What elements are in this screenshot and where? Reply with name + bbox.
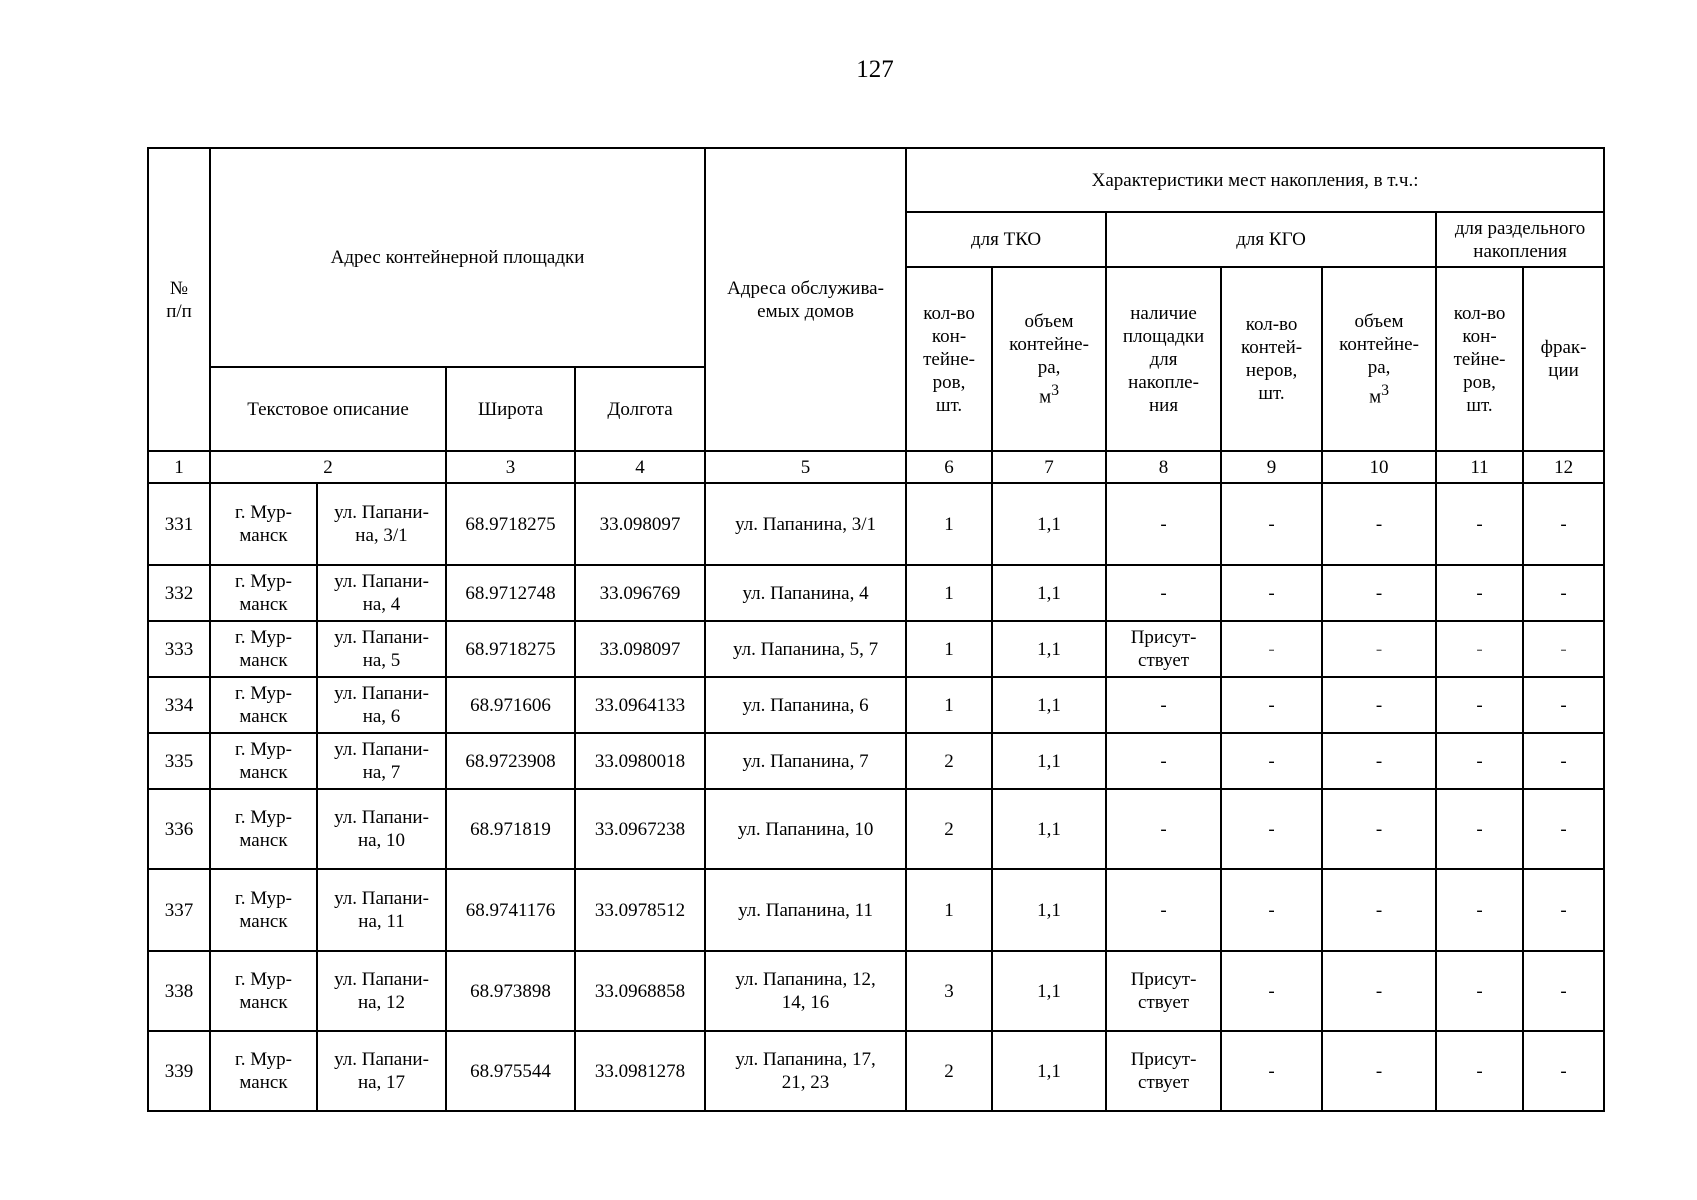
table-row — [148, 565, 1604, 621]
served-houses-cell: ул. Папанина, 12, 14, 16 — [705, 951, 906, 1031]
row-number: 331 — [148, 483, 210, 565]
longitude-cell: 33.098097 — [575, 621, 705, 677]
latitude-cell: 68.9718275 — [446, 621, 575, 677]
tko-volume-cell: 1,1 — [992, 733, 1106, 789]
kgo-count-cell: - — [1221, 869, 1322, 951]
latitude-cell: 68.9712748 — [446, 565, 575, 621]
tko-volume-cell: 1,1 — [992, 677, 1106, 733]
kgo-volume-cell: - — [1322, 621, 1436, 677]
tko-count-cell: 2 — [906, 1031, 992, 1111]
column-number: 9 — [1221, 451, 1322, 483]
served-houses-cell: ул. Папанина, 3/1 — [705, 483, 906, 565]
table-row — [148, 789, 1604, 869]
header-kgo-count: кол-во контей- неров, шт. — [1221, 267, 1322, 451]
separate-fractions-cell: - — [1523, 483, 1604, 565]
street-cell: ул. Папани- на, 4 — [317, 565, 446, 621]
table-row — [148, 951, 1604, 1031]
served-houses-cell: ул. Папанина, 5, 7 — [705, 621, 906, 677]
header-separate-collection: для раздельного накопления — [1436, 212, 1604, 267]
street-cell: ул. Папани- на, 10 — [317, 789, 446, 869]
header-characteristics: Характеристики мест накопления, в т.ч.: — [906, 148, 1604, 212]
header-separate-fractions: фрак- ции — [1523, 267, 1604, 451]
row-number: 336 — [148, 789, 210, 869]
street-cell: ул. Папани- на, 7 — [317, 733, 446, 789]
separate-count-cell: - — [1436, 483, 1523, 565]
kgo-count-cell: - — [1221, 621, 1322, 677]
tko-volume-cell: 1,1 — [992, 483, 1106, 565]
separate-fractions-cell: - — [1523, 621, 1604, 677]
separate-fractions-cell: - — [1523, 951, 1604, 1031]
longitude-cell: 33.0978512 — [575, 869, 705, 951]
page-number: 127 — [856, 56, 894, 83]
latitude-cell: 68.9741176 — [446, 869, 575, 951]
kgo-volume-cell: - — [1322, 951, 1436, 1031]
kgo-count-cell: - — [1221, 789, 1322, 869]
table-header — [148, 148, 1604, 483]
column-number: 11 — [1436, 451, 1523, 483]
kgo-site-cell: - — [1106, 733, 1221, 789]
street-cell: ул. Папани- на, 12 — [317, 951, 446, 1031]
kgo-count-cell: - — [1221, 951, 1322, 1031]
separate-count-cell: - — [1436, 565, 1523, 621]
column-number: 12 — [1523, 451, 1604, 483]
column-number: 3 — [446, 451, 575, 483]
tko-volume-cell: 1,1 — [992, 621, 1106, 677]
table-row — [148, 621, 1604, 677]
kgo-site-cell: Присут- ствует — [1106, 621, 1221, 677]
kgo-count-cell: - — [1221, 677, 1322, 733]
column-number: 7 — [992, 451, 1106, 483]
separate-count-cell: - — [1436, 869, 1523, 951]
separate-fractions-cell: - — [1523, 565, 1604, 621]
kgo-site-cell: - — [1106, 869, 1221, 951]
longitude-cell: 33.0968858 — [575, 951, 705, 1031]
row-number: 334 — [148, 677, 210, 733]
latitude-cell: 68.975544 — [446, 1031, 575, 1111]
header-container-site-address: Адрес контейнерной площадки — [210, 148, 705, 367]
street-cell: ул. Папани- на, 11 — [317, 869, 446, 951]
latitude-cell: 68.9723908 — [446, 733, 575, 789]
header-tko-volume: объем контейне- ра, $м^3$ — [992, 267, 1106, 451]
city-cell: г. Мур- манск — [210, 565, 317, 621]
city-cell: г. Мур- манск — [210, 951, 317, 1031]
separate-count-cell: - — [1436, 789, 1523, 869]
table-body — [148, 483, 1604, 1111]
column-number: 1 — [148, 451, 210, 483]
kgo-site-cell: - — [1106, 483, 1221, 565]
tko-count-cell: 1 — [906, 565, 992, 621]
tko-count-cell: 2 — [906, 789, 992, 869]
latitude-cell: 68.9718275 — [446, 483, 575, 565]
latitude-cell: 68.973898 — [446, 951, 575, 1031]
tko-count-cell: 1 — [906, 869, 992, 951]
street-cell: ул. Папани- на, 3/1 — [317, 483, 446, 565]
city-cell: г. Мур- манск — [210, 869, 317, 951]
column-numbers-row — [148, 451, 1604, 483]
header-separate-count: кол-во кон- тейне- ров, шт. — [1436, 267, 1523, 451]
tko-volume-cell: 1,1 — [992, 565, 1106, 621]
header-longitude: Долгота — [575, 367, 705, 451]
header-text-description: Текстовое описание — [210, 367, 446, 451]
city-cell: г. Мур- манск — [210, 483, 317, 565]
column-number: 4 — [575, 451, 705, 483]
tko-volume-cell: 1,1 — [992, 1031, 1106, 1111]
separate-count-cell: - — [1436, 1031, 1523, 1111]
city-cell: г. Мур- манск — [210, 621, 317, 677]
longitude-cell: 33.0981278 — [575, 1031, 705, 1111]
container-sites-table — [147, 147, 1605, 1112]
tko-count-cell: 3 — [906, 951, 992, 1031]
kgo-volume-cell: - — [1322, 677, 1436, 733]
kgo-site-cell: - — [1106, 789, 1221, 869]
served-houses-cell: ул. Папанина, 7 — [705, 733, 906, 789]
header-kgo-volume: объем контейне- ра, $м^3$ — [1322, 267, 1436, 451]
street-cell: ул. Папани- на, 5 — [317, 621, 446, 677]
header-kgo-site: наличие площадки для накопле- ния — [1106, 267, 1221, 451]
city-cell: г. Мур- манск — [210, 733, 317, 789]
separate-fractions-cell: - — [1523, 677, 1604, 733]
kgo-volume-cell: - — [1322, 733, 1436, 789]
row-number: 335 — [148, 733, 210, 789]
tko-count-cell: 1 — [906, 621, 992, 677]
tko-count-cell: 2 — [906, 733, 992, 789]
tko-volume-cell: 1,1 — [992, 789, 1106, 869]
row-number: 339 — [148, 1031, 210, 1111]
tko-volume-cell: 1,1 — [992, 951, 1106, 1031]
row-number: 338 — [148, 951, 210, 1031]
city-cell: г. Мур- манск — [210, 1031, 317, 1111]
table-row — [148, 733, 1604, 789]
column-number: 5 — [705, 451, 906, 483]
separate-count-cell: - — [1436, 621, 1523, 677]
separate-count-cell: - — [1436, 951, 1523, 1031]
table-row — [148, 1031, 1604, 1111]
kgo-site-cell: - — [1106, 677, 1221, 733]
separate-count-cell: - — [1436, 733, 1523, 789]
header-kgo: для КГО — [1106, 212, 1436, 267]
header-tko-count: кол-во кон- тейне- ров, шт. — [906, 267, 992, 451]
longitude-cell: 33.096769 — [575, 565, 705, 621]
kgo-volume-cell: - — [1322, 869, 1436, 951]
kgo-count-cell: - — [1221, 733, 1322, 789]
kgo-volume-cell: - — [1322, 1031, 1436, 1111]
header-tko: для ТКО — [906, 212, 1106, 267]
served-houses-cell: ул. Папанина, 10 — [705, 789, 906, 869]
kgo-count-cell: - — [1221, 565, 1322, 621]
kgo-site-cell: Присут- ствует — [1106, 1031, 1221, 1111]
separate-count-cell: - — [1436, 677, 1523, 733]
street-cell: ул. Папани- на, 6 — [317, 677, 446, 733]
header-row-number: № п/п — [148, 148, 210, 451]
kgo-volume-cell: - — [1322, 565, 1436, 621]
header-served-houses: Адреса обслужива- емых домов — [705, 148, 906, 451]
separate-fractions-cell: - — [1523, 869, 1604, 951]
latitude-cell: 68.971606 — [446, 677, 575, 733]
longitude-cell: 33.0967238 — [575, 789, 705, 869]
header-latitude: Широта — [446, 367, 575, 451]
row-number: 333 — [148, 621, 210, 677]
table-row — [148, 483, 1604, 565]
column-number: 6 — [906, 451, 992, 483]
table-row — [148, 677, 1604, 733]
separate-fractions-cell: - — [1523, 1031, 1604, 1111]
tko-count-cell: 1 — [906, 483, 992, 565]
row-number: 337 — [148, 869, 210, 951]
served-houses-cell: ул. Папанина, 6 — [705, 677, 906, 733]
separate-fractions-cell: - — [1523, 733, 1604, 789]
latitude-cell: 68.971819 — [446, 789, 575, 869]
kgo-count-cell: - — [1221, 1031, 1322, 1111]
tko-volume-cell: 1,1 — [992, 869, 1106, 951]
kgo-volume-cell: - — [1322, 483, 1436, 565]
longitude-cell: 33.098097 — [575, 483, 705, 565]
city-cell: г. Мур- манск — [210, 677, 317, 733]
kgo-count-cell: - — [1221, 483, 1322, 565]
row-number: 332 — [148, 565, 210, 621]
served-houses-cell: ул. Папанина, 4 — [705, 565, 906, 621]
served-houses-cell: ул. Папанина, 11 — [705, 869, 906, 951]
table-row — [148, 869, 1604, 951]
longitude-cell: 33.0964133 — [575, 677, 705, 733]
column-number: 8 — [1106, 451, 1221, 483]
kgo-site-cell: - — [1106, 565, 1221, 621]
served-houses-cell: ул. Папанина, 17, 21, 23 — [705, 1031, 906, 1111]
tko-count-cell: 1 — [906, 677, 992, 733]
kgo-volume-cell: - — [1322, 789, 1436, 869]
city-cell: г. Мур- манск — [210, 789, 317, 869]
separate-fractions-cell: - — [1523, 789, 1604, 869]
street-cell: ул. Папани- на, 17 — [317, 1031, 446, 1111]
kgo-site-cell: Присут- ствует — [1106, 951, 1221, 1031]
column-number: 10 — [1322, 451, 1436, 483]
column-number: 2 — [210, 451, 446, 483]
longitude-cell: 33.0980018 — [575, 733, 705, 789]
